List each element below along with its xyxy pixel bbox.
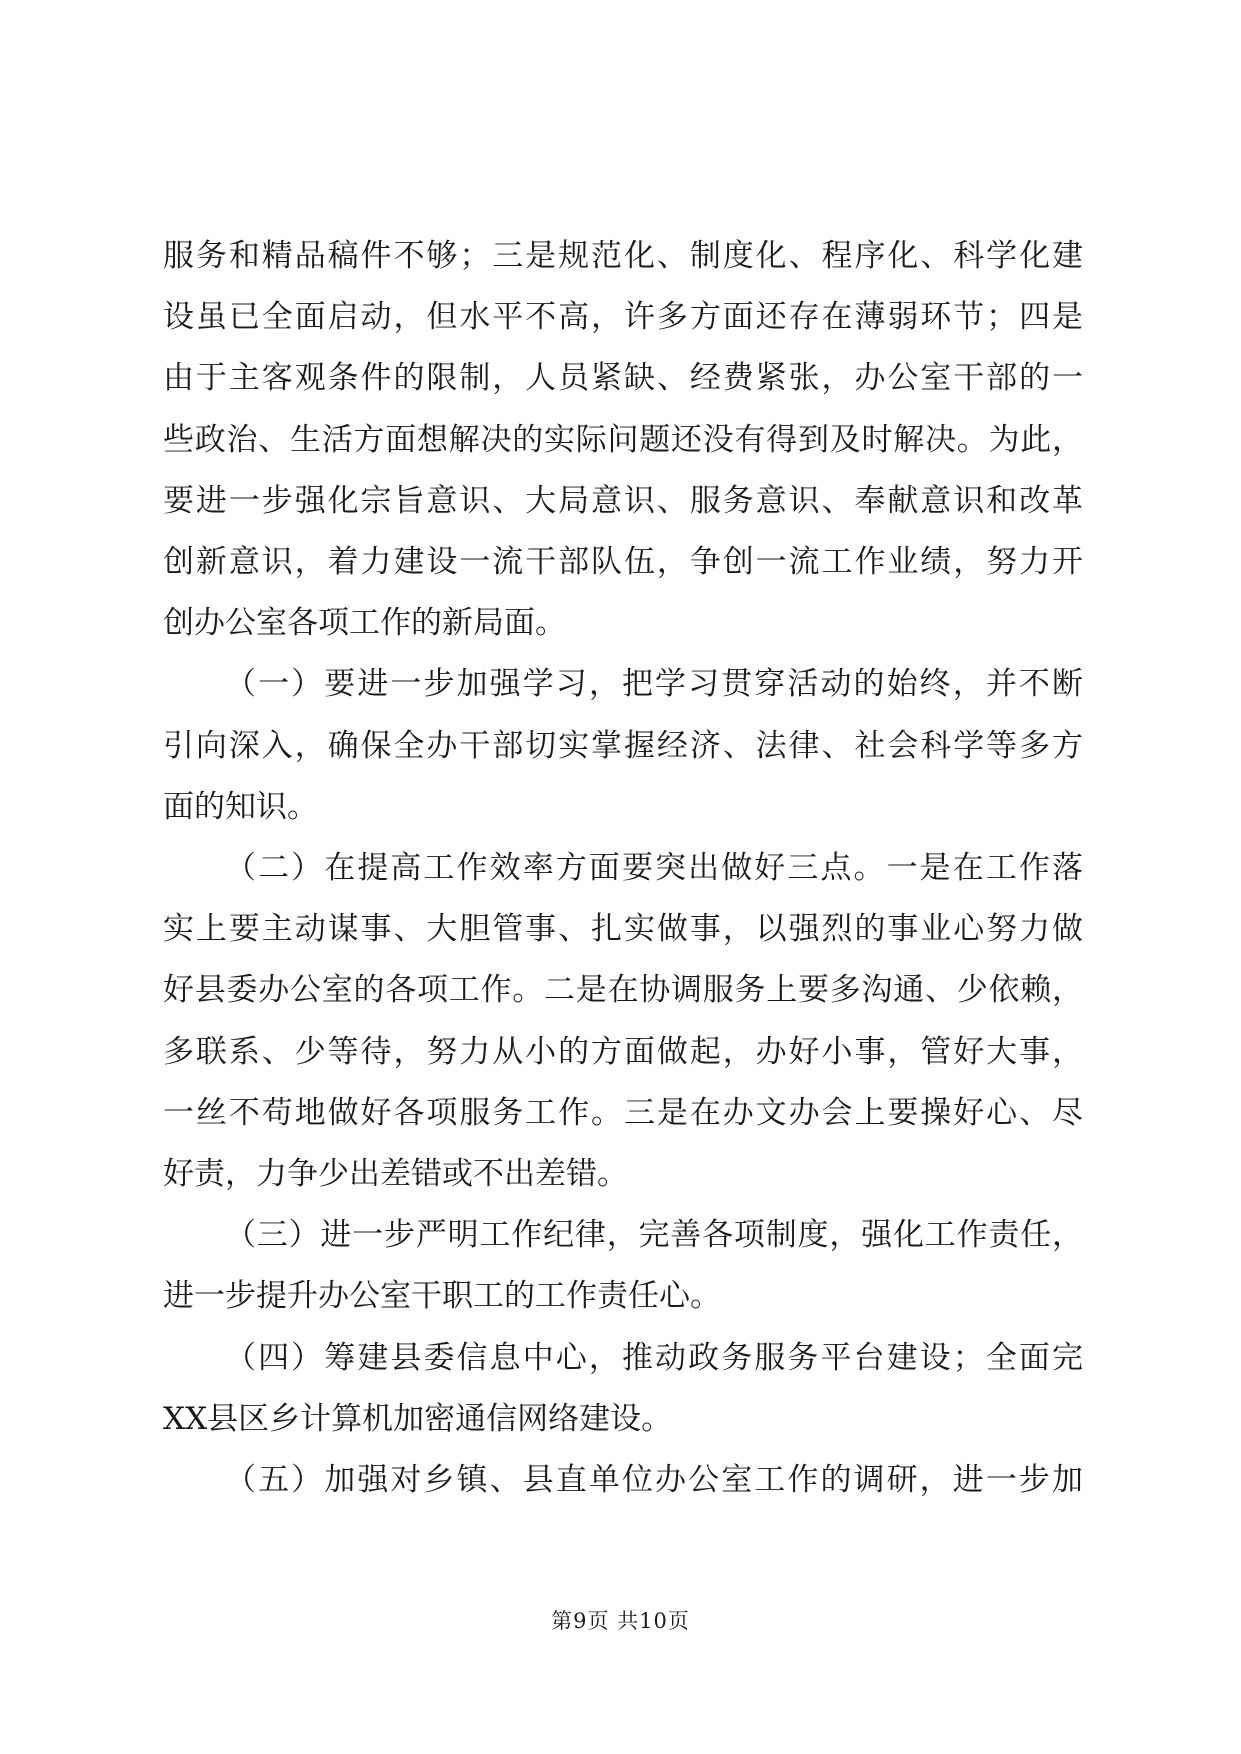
text-line: （一）要进一步加强学习，把学习贯穿活动的始终，并不断	[225, 666, 1083, 703]
text-line: 好责，力争少出差错或不出差错。	[163, 1156, 628, 1193]
text-line: 引向深入，确保全办干部切实掌握经济、法律、社会科学等多方	[163, 727, 1083, 764]
text-line: 创新意识，着力建设一流干部队伍，争创一流工作业绩，努力开	[163, 544, 1083, 581]
text-line: 由于主客观条件的限制，人员紧缺、经费紧张，办公室干部的一	[163, 360, 1083, 397]
text-line: 实上要主动谋事、大胆管事、扎实做事，以强烈的事业心努力做	[163, 911, 1083, 948]
text-line: （二）在提高工作效率方面要突出做好三点。一是在工作落	[225, 850, 1083, 887]
text-line: 服务和精品稿件不够；三是规范化、制度化、程序化、科学化建	[163, 238, 1083, 274]
text-line: 好县委办公室的各项工作。二是在协调服务上要多沟通、少依赖，	[163, 972, 1083, 1009]
text-line: 些政治、生活方面想解决的实际问题还没有得到及时解决。为此，	[163, 421, 1083, 458]
page-footer: 第9页 共10页	[551, 1609, 690, 1633]
text-line: 创办公室各项工作的新局面。	[163, 605, 566, 642]
text-line: 进一步提升办公室干职工的工作责任心。	[163, 1278, 721, 1315]
document-body	[163, 226, 1083, 1511]
text-line: （四）筹建县委信息中心，推动政务服务平台建设；全面完	[225, 1339, 1083, 1376]
text-line: XX县区乡计算机加密通信网络建设。	[163, 1400, 673, 1437]
text-line: （三）进一步严明工作纪律，完善各项制度，强化工作责任，	[225, 1217, 1083, 1254]
text-line: 多联系、少等待，努力从小的方面做起，办好小事，管好大事，	[163, 1033, 1083, 1070]
text-line: 一丝不苟地做好各项服务工作。三是在办文办会上要操好心、尽	[163, 1094, 1083, 1131]
text-line: 面的知识。	[163, 788, 318, 825]
text-line: 要进一步强化宗旨意识、大局意识、服务意识、奉献意识和改革	[163, 482, 1083, 519]
text-line: 设虽已全面启动，但水平不高，许多方面还存在薄弱环节；四是	[163, 299, 1083, 336]
text-line: （五）加强对乡镇、县直单位办公室工作的调研，进一步加	[225, 1462, 1083, 1499]
